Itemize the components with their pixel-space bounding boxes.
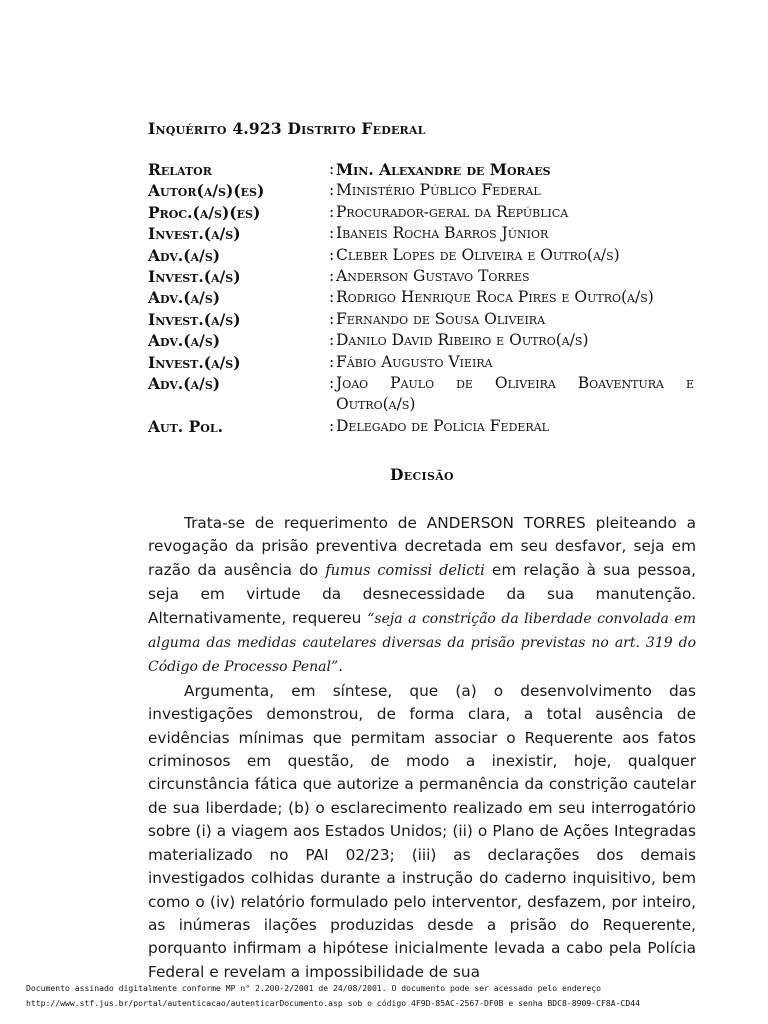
party-name: Min. Alexandre de Moraes	[336, 160, 551, 179]
party-role: Adv.(a/s)	[148, 331, 221, 351]
party-row	[148, 331, 696, 352]
party-colon: :	[329, 416, 335, 435]
party-row	[148, 417, 696, 438]
party-row	[148, 267, 696, 288]
party-colon: :	[329, 160, 335, 178]
party-colon: :	[329, 202, 335, 221]
paragraph-text: em relação à sua pessoa, seja em virtude da desnecessidade da sua manutenção. Alternativamente, requereu	[148, 560, 696, 627]
party-name: Anderson Gustavo Torres	[336, 266, 530, 285]
party-colon: :	[329, 224, 335, 243]
digital-signature-footer	[26, 981, 746, 1011]
decision-heading: Decisão	[390, 465, 454, 484]
party-colon: :	[329, 288, 335, 307]
party-colon: :	[329, 331, 335, 350]
paragraph: Argumenta, em síntese, que (a) o desenvolvimento das investigações demonstrou, de forma clara, a total ausência de evidências mínimas que permitam associar o Requerente aos fatos criminosos em questão, de modo a inexistir, hoje, qualquer circunstância fática que autorize a permanência da constrição cautelar de sua liberdade; (b) o esclarecimento realizado em seu interrogatório sobre (i) a viagem aos Estados Unidos; (ii) o Plano de Ações Integradas materializado no PAI 02/23; (iii) as declarações dos demais investigados colhidas durante a instrução do caderno inquisitivo, bem como o (iv) relatório formulado pelo interventor, desfazem, por inteiro, as inúmeras ilações produzidas desde a prisão do Requerente, porquanto infirmam a hipótese inicialmente levada a cabo pela Polícia Federal e revelam a impossibilidade de sua	[148, 681, 696, 981]
party-row	[148, 310, 696, 331]
document-title: Inquérito 4.923 Distrito Federal	[148, 119, 426, 138]
party-row	[148, 353, 696, 374]
party-name: Procurador-geral da República	[336, 202, 569, 221]
party-row	[148, 224, 696, 245]
paragraph-text: Trata-se de requerimento de ANDERSON TORRES pleiteando a revogação da prisão preventiva decretada em seu desfavor, seja em razão da ausência do	[148, 514, 696, 579]
party-name: Ministério Público Federal	[336, 181, 541, 200]
party-colon: :	[329, 181, 335, 200]
footer-line: Documento assinado digitalmente conforme MP n° 2.200-2/2001 de 24/08/2001. O documento pode ser acessado pelo endereço	[26, 983, 601, 993]
party-name: Ibaneis Rocha Barros Júnior	[336, 224, 549, 243]
party-row	[148, 288, 696, 309]
party-name: Rodrigo Henrique Roca Pires e Outro(a/s)	[336, 288, 654, 307]
party-row	[148, 160, 696, 181]
party-role: Invest.(a/s)	[148, 224, 241, 244]
party-role: Invest.(a/s)	[148, 309, 241, 329]
party-colon: :	[329, 373, 335, 392]
footer-line: http://www.stf.jus.br/portal/autenticacao/autenticarDocumento.asp sob o código 4F9D-85AC-2567-DF0B e senha BDC8-8909-CF8A-CD44	[26, 998, 640, 1008]
party-role: Invest.(a/s)	[148, 352, 241, 372]
party-role: Proc.(a/s)(es)	[148, 202, 261, 222]
party-row	[148, 374, 696, 417]
party-role: Adv.(a/s)	[148, 245, 221, 265]
party-row	[148, 203, 696, 224]
latin-term: fumus comissi delicti	[325, 562, 485, 579]
decision-body	[148, 512, 696, 984]
party-colon: :	[329, 245, 335, 264]
party-colon: :	[329, 266, 335, 285]
party-colon: :	[329, 352, 335, 371]
party-role: Aut. Pol.	[148, 416, 223, 436]
party-name: Danilo David Ribeiro e Outro(a/s)	[336, 331, 589, 350]
party-role: Adv.(a/s)	[148, 288, 221, 308]
party-name: Delegado de Polícia Federal	[336, 416, 549, 435]
paragraph	[148, 512, 696, 680]
party-name: Joao Paulo de Oliveira Boaventura e	[336, 373, 694, 392]
paragraph-text: .	[338, 657, 343, 676]
party-name-continuation: Outro(a/s)	[336, 395, 416, 414]
party-name: Cleber Lopes de Oliveira e Outro(a/s)	[336, 245, 620, 264]
party-role: Invest.(a/s)	[148, 266, 241, 286]
party-name: Fernando de Sousa Oliveira	[336, 309, 546, 328]
parties-table	[148, 160, 696, 438]
party-name: Fábio Augusto Vieira	[336, 352, 493, 371]
quoted-request: “seja a constrição da liberdade convolada em alguma das medidas cautelares diversas da prisão previstas no art. 319 do Código de Processo Penal”	[148, 610, 696, 676]
party-role: Autor(a/s)(es)	[148, 181, 265, 201]
party-role: Relator	[148, 160, 212, 179]
party-row	[148, 181, 696, 202]
party-colon: :	[329, 309, 335, 328]
party-role: Adv.(a/s)	[148, 373, 221, 393]
party-row	[148, 246, 696, 267]
